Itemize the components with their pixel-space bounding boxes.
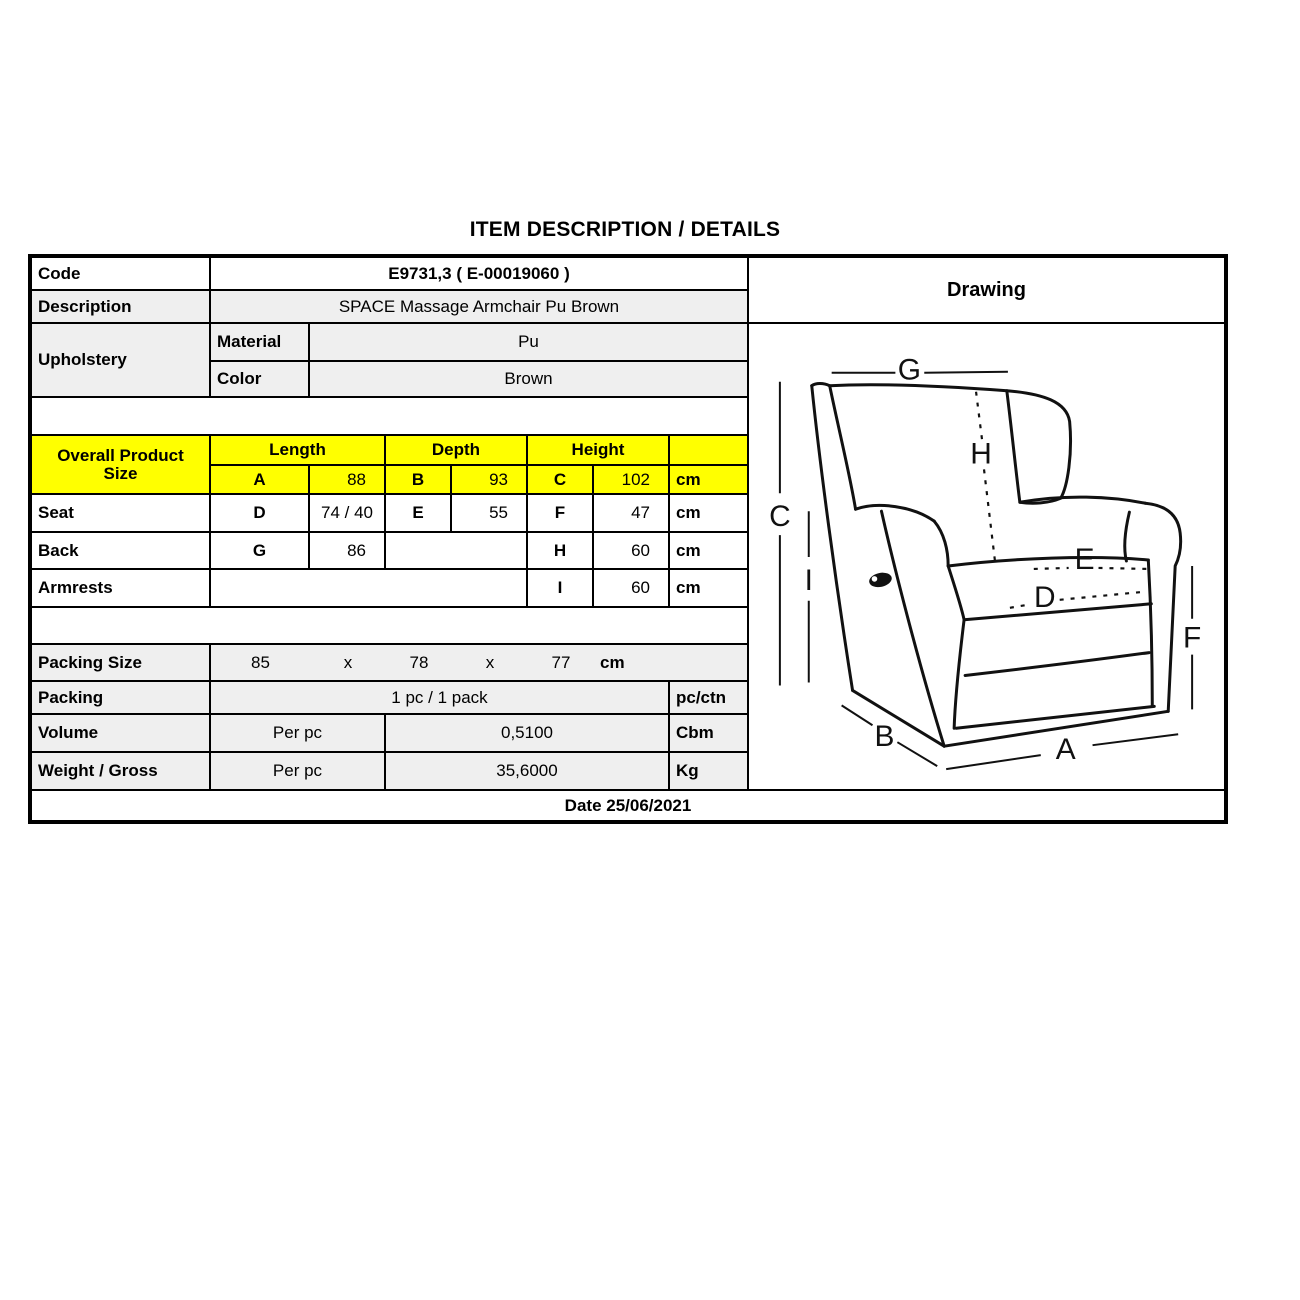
packing-size-sep1: x [343, 652, 353, 672]
color-label: Color [210, 361, 309, 397]
description-label: Description [31, 290, 210, 323]
packing-size-v1: 85 [251, 652, 270, 672]
seat-height-value: 47 [593, 494, 669, 532]
height-header: Height [527, 435, 669, 465]
seat-depth-value: 55 [451, 494, 527, 532]
material-value: Pu [309, 323, 748, 361]
packing-size-v2: 78 [409, 652, 429, 672]
overall-letter-b: B [385, 465, 451, 494]
massage-control-icon [868, 571, 893, 589]
overall-length-value: 88 [309, 465, 385, 494]
packing-size-values [210, 644, 748, 681]
spec-sheet-table [28, 254, 1228, 824]
back-unit: cm [669, 532, 748, 569]
back-letter-g: G [210, 532, 309, 569]
seat-letter-f: F [527, 494, 593, 532]
armchair-line-drawing [749, 324, 1224, 789]
seat-letter-e: E [385, 494, 451, 532]
material-label: Material [210, 323, 309, 361]
description-value: SPACE Massage Armchair Pu Brown [210, 290, 748, 323]
overall-product-size-line1: Overall Product [57, 445, 184, 465]
volume-value: 0,5100 [385, 714, 669, 752]
packing-value: 1 pc / 1 pack [210, 681, 669, 714]
seat-letter-d: D [210, 494, 309, 532]
overall-product-size-header [31, 435, 210, 494]
overall-letter-c: C [527, 465, 593, 494]
seat-length-value: 74 / 40 [309, 494, 385, 532]
back-label: Back [31, 532, 210, 569]
overall-product-size-line2: Size [103, 463, 138, 483]
dim-label-b: B [874, 720, 895, 754]
back-letter-h: H [527, 532, 593, 569]
weight-value: 35,6000 [385, 752, 669, 790]
dim-label-i: I [804, 563, 813, 597]
dim-label-h: H [970, 437, 992, 471]
code-label: Code [31, 257, 210, 290]
volume-label: Volume [31, 714, 210, 752]
overall-unit: cm [669, 465, 748, 494]
spacer-row-2 [31, 607, 748, 644]
packing-unit: pc/ctn [669, 681, 748, 714]
spacer-row-1 [31, 397, 748, 435]
armrests-height-value: 60 [593, 569, 669, 607]
page-title: ITEM DESCRIPTION / DETAILS [469, 218, 781, 241]
packing-size-sep2: x [485, 652, 495, 672]
chair-outline [812, 383, 1181, 746]
overall-letter-a: A [210, 465, 309, 494]
dim-label-g: G [897, 353, 921, 387]
packing-label: Packing [31, 681, 210, 714]
weight-per-pc: Per pc [210, 752, 385, 790]
dim-label-f: F [1182, 621, 1202, 655]
packing-size-label: Packing Size [31, 644, 210, 681]
unit-header-blank [669, 435, 748, 465]
overall-height-value: 102 [593, 465, 669, 494]
volume-per-pc: Per pc [210, 714, 385, 752]
length-header: Length [210, 435, 385, 465]
upholstery-label: Upholstery [31, 323, 210, 397]
packing-size-unit: cm [600, 652, 625, 672]
dim-label-a: A [1055, 733, 1076, 767]
seat-label: Seat [31, 494, 210, 532]
armrests-blank [210, 569, 527, 607]
dim-label-c: C [769, 500, 791, 534]
back-depth-blank [385, 532, 527, 569]
drawing-header: Drawing [748, 257, 1225, 323]
date-row: Date 25/06/2021 [31, 790, 1225, 821]
packing-size-v3: 77 [551, 652, 571, 672]
armrests-unit: cm [669, 569, 748, 607]
dim-label-d: D [1033, 580, 1056, 614]
back-height-value: 60 [593, 532, 669, 569]
armrests-label: Armrests [31, 569, 210, 607]
dim-label-e: E [1074, 542, 1095, 576]
code-value: E9731,3 ( E-00019060 ) [210, 257, 748, 290]
weight-gross-label: Weight / Gross [31, 752, 210, 790]
back-length-value: 86 [309, 532, 385, 569]
overall-depth-value: 93 [451, 465, 527, 494]
seat-unit: cm [669, 494, 748, 532]
depth-header: Depth [385, 435, 527, 465]
color-value: Brown [309, 361, 748, 397]
volume-unit: Cbm [669, 714, 748, 752]
armrests-letter-i: I [527, 569, 593, 607]
weight-unit: Kg [669, 752, 748, 790]
drawing-panel [748, 323, 1225, 790]
